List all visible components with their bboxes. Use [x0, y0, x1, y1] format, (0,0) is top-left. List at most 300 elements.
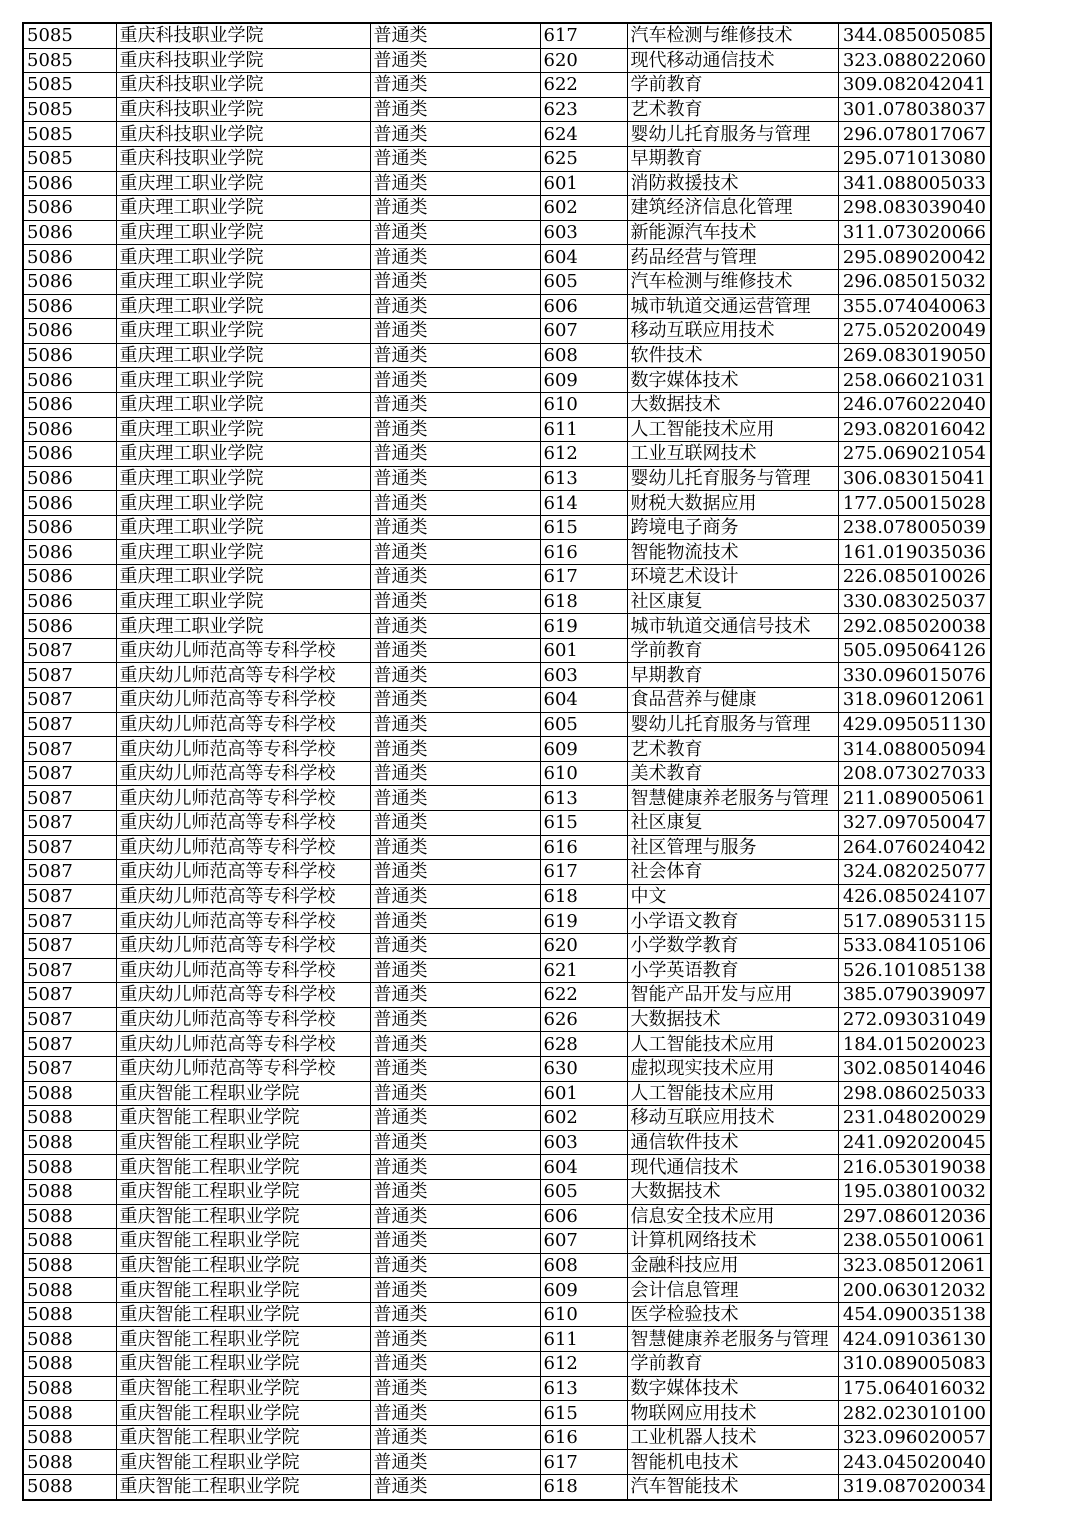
school-code-cell: 5086	[23, 319, 116, 344]
major-code-cell: 618	[540, 1475, 627, 1500]
school-name-cell: 重庆幼儿师范高等专科学校	[116, 1056, 370, 1081]
school-name-cell: 重庆科技职业学院	[116, 48, 370, 73]
major-code-cell: 606	[540, 1204, 627, 1229]
school-code-cell: 5088	[23, 1106, 116, 1131]
category-cell: 普通类	[370, 1106, 540, 1131]
table-row	[23, 466, 991, 491]
major-name-cell: 城市轨道交通信号技术	[627, 614, 838, 639]
score-cell: 426.085024107	[838, 884, 991, 909]
score-cell: 238.055010061	[838, 1229, 991, 1254]
category-cell: 普通类	[370, 1352, 540, 1377]
table-row	[23, 1155, 991, 1180]
major-code-cell: 603	[540, 220, 627, 245]
school-name-cell: 重庆智能工程职业学院	[116, 1081, 370, 1106]
table-row	[23, 269, 991, 294]
score-cell: 275.069021054	[838, 442, 991, 467]
table-row	[23, 983, 991, 1008]
school-name-cell: 重庆智能工程职业学院	[116, 1204, 370, 1229]
major-code-cell: 617	[540, 23, 627, 48]
major-name-cell: 婴幼儿托育服务与管理	[627, 122, 838, 147]
score-cell: 195.038010032	[838, 1179, 991, 1204]
major-name-cell: 医学检验技术	[627, 1302, 838, 1327]
school-name-cell: 重庆理工职业学院	[116, 589, 370, 614]
category-cell: 普通类	[370, 1130, 540, 1155]
major-code-cell: 618	[540, 884, 627, 909]
table-row	[23, 196, 991, 221]
school-code-cell: 5086	[23, 491, 116, 516]
category-cell: 普通类	[370, 1253, 540, 1278]
major-name-cell: 早期教育	[627, 146, 838, 171]
score-cell: 264.076024042	[838, 835, 991, 860]
table-row	[23, 1032, 991, 1057]
school-code-cell: 5087	[23, 933, 116, 958]
school-code-cell: 5087	[23, 712, 116, 737]
major-code-cell: 610	[540, 392, 627, 417]
school-name-cell: 重庆智能工程职业学院	[116, 1352, 370, 1377]
score-cell: 517.089053115	[838, 909, 991, 934]
school-name-cell: 重庆理工职业学院	[116, 343, 370, 368]
category-cell: 普通类	[370, 1475, 540, 1500]
category-cell: 普通类	[370, 491, 540, 516]
school-code-cell: 5088	[23, 1253, 116, 1278]
category-cell: 普通类	[370, 515, 540, 540]
category-cell: 普通类	[370, 466, 540, 491]
score-cell: 330.083025037	[838, 589, 991, 614]
major-name-cell: 社区康复	[627, 589, 838, 614]
major-name-cell: 现代通信技术	[627, 1155, 838, 1180]
major-code-cell: 612	[540, 1352, 627, 1377]
major-name-cell: 会计信息管理	[627, 1278, 838, 1303]
score-cell: 505.095064126	[838, 638, 991, 663]
table-row	[23, 1475, 991, 1500]
school-name-cell: 重庆幼儿师范高等专科学校	[116, 860, 370, 885]
major-code-cell: 605	[540, 1179, 627, 1204]
table-row	[23, 638, 991, 663]
school-code-cell: 5086	[23, 343, 116, 368]
major-code-cell: 603	[540, 663, 627, 688]
school-code-cell: 5086	[23, 442, 116, 467]
school-name-cell: 重庆理工职业学院	[116, 294, 370, 319]
school-name-cell: 重庆幼儿师范高等专科学校	[116, 909, 370, 934]
score-cell: 341.088005033	[838, 171, 991, 196]
school-name-cell: 重庆幼儿师范高等专科学校	[116, 638, 370, 663]
score-cell: 211.089005061	[838, 786, 991, 811]
category-cell: 普通类	[370, 1155, 540, 1180]
major-code-cell: 613	[540, 1376, 627, 1401]
category-cell: 普通类	[370, 884, 540, 909]
major-code-cell: 613	[540, 466, 627, 491]
major-name-cell: 大数据技术	[627, 1179, 838, 1204]
table-row	[23, 23, 991, 48]
category-cell: 普通类	[370, 171, 540, 196]
school-name-cell: 重庆智能工程职业学院	[116, 1475, 370, 1500]
category-cell: 普通类	[370, 958, 540, 983]
major-code-cell: 618	[540, 589, 627, 614]
school-name-cell: 重庆理工职业学院	[116, 245, 370, 270]
major-code-cell: 628	[540, 1032, 627, 1057]
major-code-cell: 617	[540, 1450, 627, 1475]
school-code-cell: 5086	[23, 171, 116, 196]
school-name-cell: 重庆科技职业学院	[116, 23, 370, 48]
table-row	[23, 1179, 991, 1204]
school-name-cell: 重庆理工职业学院	[116, 540, 370, 565]
school-code-cell: 5085	[23, 122, 116, 147]
major-name-cell: 食品营养与健康	[627, 688, 838, 713]
major-code-cell: 615	[540, 1401, 627, 1426]
major-name-cell: 城市轨道交通运营管理	[627, 294, 838, 319]
table-row	[23, 614, 991, 639]
major-code-cell: 615	[540, 811, 627, 836]
category-cell: 普通类	[370, 269, 540, 294]
major-code-cell: 603	[540, 1130, 627, 1155]
table-row	[23, 909, 991, 934]
school-name-cell: 重庆幼儿师范高等专科学校	[116, 983, 370, 1008]
school-code-cell: 5087	[23, 786, 116, 811]
category-cell: 普通类	[370, 1229, 540, 1254]
major-name-cell: 新能源汽车技术	[627, 220, 838, 245]
score-cell: 275.052020049	[838, 319, 991, 344]
score-cell: 246.076022040	[838, 392, 991, 417]
category-cell: 普通类	[370, 638, 540, 663]
school-name-cell: 重庆幼儿师范高等专科学校	[116, 761, 370, 786]
school-code-cell: 5086	[23, 392, 116, 417]
score-cell: 272.093031049	[838, 1007, 991, 1032]
school-name-cell: 重庆科技职业学院	[116, 122, 370, 147]
major-code-cell: 609	[540, 368, 627, 393]
score-cell: 324.082025077	[838, 860, 991, 885]
major-code-cell: 622	[540, 983, 627, 1008]
score-cell: 311.073020066	[838, 220, 991, 245]
table-row	[23, 811, 991, 836]
major-name-cell: 财税大数据应用	[627, 491, 838, 516]
school-name-cell: 重庆幼儿师范高等专科学校	[116, 933, 370, 958]
school-code-cell: 5088	[23, 1401, 116, 1426]
school-code-cell: 5088	[23, 1376, 116, 1401]
school-code-cell: 5088	[23, 1229, 116, 1254]
school-name-cell: 重庆理工职业学院	[116, 171, 370, 196]
score-cell: 238.078005039	[838, 515, 991, 540]
school-code-cell: 5088	[23, 1450, 116, 1475]
table-row	[23, 1007, 991, 1032]
school-name-cell: 重庆理工职业学院	[116, 466, 370, 491]
major-name-cell: 环境艺术设计	[627, 565, 838, 590]
school-code-cell: 5086	[23, 614, 116, 639]
school-name-cell: 重庆智能工程职业学院	[116, 1376, 370, 1401]
major-code-cell: 606	[540, 294, 627, 319]
major-name-cell: 婴幼儿托育服务与管理	[627, 712, 838, 737]
school-code-cell: 5086	[23, 269, 116, 294]
school-name-cell: 重庆理工职业学院	[116, 417, 370, 442]
category-cell: 普通类	[370, 1327, 540, 1352]
school-code-cell: 5088	[23, 1081, 116, 1106]
table-body	[23, 23, 991, 1500]
major-name-cell: 艺术教育	[627, 97, 838, 122]
school-code-cell: 5086	[23, 245, 116, 270]
score-cell: 292.085020038	[838, 614, 991, 639]
major-name-cell: 婴幼儿托育服务与管理	[627, 466, 838, 491]
major-code-cell: 614	[540, 491, 627, 516]
school-name-cell: 重庆理工职业学院	[116, 392, 370, 417]
table-row	[23, 1130, 991, 1155]
school-code-cell: 5087	[23, 688, 116, 713]
major-name-cell: 小学英语教育	[627, 958, 838, 983]
category-cell: 普通类	[370, 614, 540, 639]
table-row	[23, 835, 991, 860]
major-code-cell: 608	[540, 1253, 627, 1278]
major-name-cell: 社区康复	[627, 811, 838, 836]
major-name-cell: 早期教育	[627, 663, 838, 688]
category-cell: 普通类	[370, 737, 540, 762]
category-cell: 普通类	[370, 589, 540, 614]
school-code-cell: 5088	[23, 1352, 116, 1377]
category-cell: 普通类	[370, 23, 540, 48]
school-name-cell: 重庆科技职业学院	[116, 146, 370, 171]
category-cell: 普通类	[370, 983, 540, 1008]
table-row	[23, 491, 991, 516]
table-row	[23, 663, 991, 688]
major-code-cell: 604	[540, 688, 627, 713]
major-code-cell: 602	[540, 1106, 627, 1131]
school-name-cell: 重庆智能工程职业学院	[116, 1253, 370, 1278]
category-cell: 普通类	[370, 368, 540, 393]
score-cell: 282.023010100	[838, 1401, 991, 1426]
table-row	[23, 565, 991, 590]
score-cell: 175.064016032	[838, 1376, 991, 1401]
major-name-cell: 小学语文教育	[627, 909, 838, 934]
table-row	[23, 1376, 991, 1401]
table-row	[23, 1302, 991, 1327]
score-cell: 355.074040063	[838, 294, 991, 319]
major-code-cell: 616	[540, 1425, 627, 1450]
major-name-cell: 软件技术	[627, 343, 838, 368]
table-row	[23, 712, 991, 737]
major-name-cell: 信息安全技术应用	[627, 1204, 838, 1229]
school-name-cell: 重庆理工职业学院	[116, 442, 370, 467]
category-cell: 普通类	[370, 835, 540, 860]
school-name-cell: 重庆幼儿师范高等专科学校	[116, 688, 370, 713]
major-code-cell: 601	[540, 1081, 627, 1106]
table-row	[23, 1352, 991, 1377]
score-cell: 301.078038037	[838, 97, 991, 122]
school-name-cell: 重庆智能工程职业学院	[116, 1450, 370, 1475]
major-name-cell: 移动互联应用技术	[627, 319, 838, 344]
score-cell: 306.083015041	[838, 466, 991, 491]
major-name-cell: 智能产品开发与应用	[627, 983, 838, 1008]
major-name-cell: 通信软件技术	[627, 1130, 838, 1155]
major-name-cell: 金融科技应用	[627, 1253, 838, 1278]
table-row	[23, 220, 991, 245]
table-row	[23, 73, 991, 98]
school-code-cell: 5088	[23, 1425, 116, 1450]
category-cell: 普通类	[370, 122, 540, 147]
category-cell: 普通类	[370, 909, 540, 934]
major-name-cell: 汽车检测与维修技术	[627, 269, 838, 294]
score-cell: 454.090035138	[838, 1302, 991, 1327]
score-cell: 309.082042041	[838, 73, 991, 98]
table-row	[23, 442, 991, 467]
major-name-cell: 工业互联网技术	[627, 442, 838, 467]
table-row	[23, 97, 991, 122]
major-name-cell: 数字媒体技术	[627, 368, 838, 393]
score-cell: 314.088005094	[838, 737, 991, 762]
table-row	[23, 1401, 991, 1426]
school-name-cell: 重庆幼儿师范高等专科学校	[116, 712, 370, 737]
major-code-cell: 613	[540, 786, 627, 811]
major-code-cell: 609	[540, 737, 627, 762]
school-name-cell: 重庆幼儿师范高等专科学校	[116, 835, 370, 860]
school-code-cell: 5087	[23, 1007, 116, 1032]
category-cell: 普通类	[370, 343, 540, 368]
major-code-cell: 623	[540, 97, 627, 122]
major-code-cell: 611	[540, 417, 627, 442]
table-row	[23, 245, 991, 270]
score-cell: 344.085005085	[838, 23, 991, 48]
school-name-cell: 重庆理工职业学院	[116, 565, 370, 590]
school-name-cell: 重庆智能工程职业学院	[116, 1278, 370, 1303]
major-code-cell: 625	[540, 146, 627, 171]
major-code-cell: 605	[540, 712, 627, 737]
major-code-cell: 617	[540, 565, 627, 590]
score-cell: 269.083019050	[838, 343, 991, 368]
school-name-cell: 重庆智能工程职业学院	[116, 1106, 370, 1131]
category-cell: 普通类	[370, 712, 540, 737]
score-cell: 161.019035036	[838, 540, 991, 565]
major-name-cell: 移动互联应用技术	[627, 1106, 838, 1131]
table-row	[23, 761, 991, 786]
table-row	[23, 860, 991, 885]
major-name-cell: 人工智能技术应用	[627, 1032, 838, 1057]
table-row	[23, 1450, 991, 1475]
table-row	[23, 122, 991, 147]
school-code-cell: 5086	[23, 589, 116, 614]
category-cell: 普通类	[370, 1179, 540, 1204]
school-code-cell: 5085	[23, 48, 116, 73]
score-cell: 319.087020034	[838, 1475, 991, 1500]
school-name-cell: 重庆理工职业学院	[116, 614, 370, 639]
school-name-cell: 重庆幼儿师范高等专科学校	[116, 811, 370, 836]
category-cell: 普通类	[370, 294, 540, 319]
table-row	[23, 294, 991, 319]
category-cell: 普通类	[370, 933, 540, 958]
major-code-cell: 609	[540, 1278, 627, 1303]
major-name-cell: 学前教育	[627, 73, 838, 98]
score-cell: 293.082016042	[838, 417, 991, 442]
major-name-cell: 物联网应用技术	[627, 1401, 838, 1426]
category-cell: 普通类	[370, 97, 540, 122]
score-cell: 295.071013080	[838, 146, 991, 171]
table-row	[23, 1253, 991, 1278]
school-name-cell: 重庆智能工程职业学院	[116, 1229, 370, 1254]
score-cell: 296.085015032	[838, 269, 991, 294]
table-row	[23, 589, 991, 614]
category-cell: 普通类	[370, 1450, 540, 1475]
school-code-cell: 5086	[23, 515, 116, 540]
major-name-cell: 跨境电子商务	[627, 515, 838, 540]
table-row	[23, 737, 991, 762]
category-cell: 普通类	[370, 1204, 540, 1229]
score-cell: 297.086012036	[838, 1204, 991, 1229]
major-name-cell: 智能机电技术	[627, 1450, 838, 1475]
table-row	[23, 1229, 991, 1254]
table-row	[23, 786, 991, 811]
major-name-cell: 大数据技术	[627, 1007, 838, 1032]
school-code-cell: 5088	[23, 1179, 116, 1204]
school-code-cell: 5087	[23, 663, 116, 688]
school-code-cell: 5086	[23, 417, 116, 442]
school-code-cell: 5085	[23, 23, 116, 48]
school-name-cell: 重庆理工职业学院	[116, 368, 370, 393]
school-name-cell: 重庆幼儿师范高等专科学校	[116, 1007, 370, 1032]
table-row	[23, 958, 991, 983]
category-cell: 普通类	[370, 1302, 540, 1327]
major-name-cell: 数字媒体技术	[627, 1376, 838, 1401]
major-name-cell: 现代移动通信技术	[627, 48, 838, 73]
school-code-cell: 5087	[23, 1056, 116, 1081]
major-name-cell: 人工智能技术应用	[627, 417, 838, 442]
major-code-cell: 610	[540, 761, 627, 786]
score-cell: 295.089020042	[838, 245, 991, 270]
score-cell: 327.097050047	[838, 811, 991, 836]
table-row	[23, 933, 991, 958]
school-code-cell: 5088	[23, 1278, 116, 1303]
major-name-cell: 建筑经济信息化管理	[627, 196, 838, 221]
category-cell: 普通类	[370, 392, 540, 417]
category-cell: 普通类	[370, 1032, 540, 1057]
category-cell: 普通类	[370, 442, 540, 467]
school-name-cell: 重庆智能工程职业学院	[116, 1401, 370, 1426]
school-code-cell: 5087	[23, 958, 116, 983]
major-code-cell: 607	[540, 1229, 627, 1254]
school-name-cell: 重庆理工职业学院	[116, 515, 370, 540]
category-cell: 普通类	[370, 565, 540, 590]
school-code-cell: 5086	[23, 565, 116, 590]
table-row	[23, 515, 991, 540]
table-row	[23, 1425, 991, 1450]
school-code-cell: 5087	[23, 835, 116, 860]
major-name-cell: 药品经营与管理	[627, 245, 838, 270]
major-code-cell: 619	[540, 909, 627, 934]
category-cell: 普通类	[370, 245, 540, 270]
school-code-cell: 5087	[23, 811, 116, 836]
major-name-cell: 工业机器人技术	[627, 1425, 838, 1450]
major-name-cell: 学前教育	[627, 638, 838, 663]
major-code-cell: 605	[540, 269, 627, 294]
score-cell: 424.091036130	[838, 1327, 991, 1352]
school-code-cell: 5087	[23, 860, 116, 885]
major-name-cell: 小学数学教育	[627, 933, 838, 958]
table-row	[23, 1327, 991, 1352]
category-cell: 普通类	[370, 196, 540, 221]
major-name-cell: 艺术教育	[627, 737, 838, 762]
major-name-cell: 社会体育	[627, 860, 838, 885]
table-row	[23, 1081, 991, 1106]
score-cell: 533.084105106	[838, 933, 991, 958]
school-code-cell: 5087	[23, 909, 116, 934]
admission-scores-table	[22, 22, 992, 1501]
table-row	[23, 540, 991, 565]
school-name-cell: 重庆幼儿师范高等专科学校	[116, 958, 370, 983]
major-code-cell: 626	[540, 1007, 627, 1032]
school-name-cell: 重庆理工职业学院	[116, 319, 370, 344]
major-name-cell: 汽车智能技术	[627, 1475, 838, 1500]
score-cell: 177.050015028	[838, 491, 991, 516]
score-cell: 323.085012061	[838, 1253, 991, 1278]
major-code-cell: 615	[540, 515, 627, 540]
major-code-cell: 611	[540, 1327, 627, 1352]
table-row	[23, 48, 991, 73]
table-row	[23, 392, 991, 417]
table-row	[23, 1204, 991, 1229]
